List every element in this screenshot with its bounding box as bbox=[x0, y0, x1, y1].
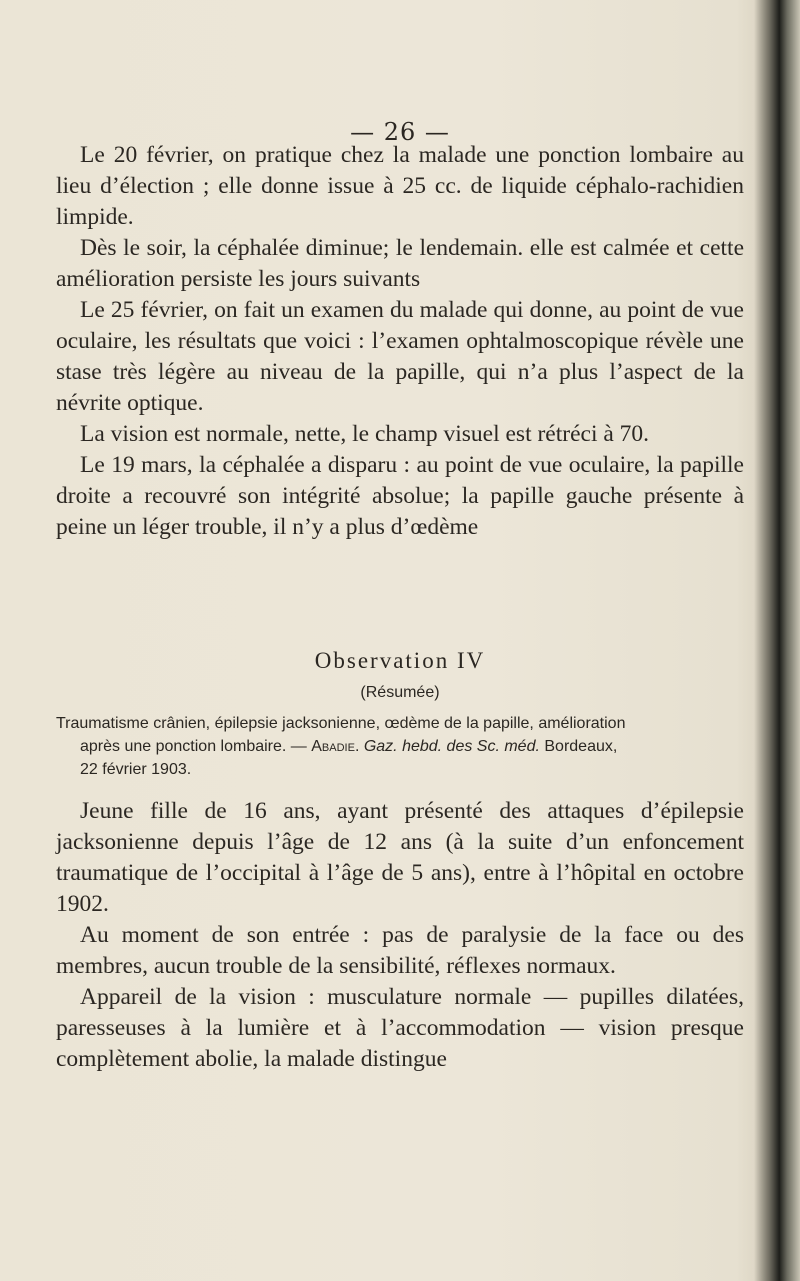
text-block-bottom bbox=[56, 796, 744, 1075]
summary-line: 22 février 1903. bbox=[80, 761, 192, 778]
summary-text: . bbox=[354, 738, 364, 755]
book-binding-edge bbox=[754, 0, 800, 1281]
paragraph: Le 25 février, on fait un examen du malade qui donne, au point de vue oculaire, les résultats que voici : l’examen ophtalmoscopique révèle une stase très légère au niveau de la papille, qui n’a plus l’aspect de la névrite optique. bbox=[56, 297, 744, 416]
paragraph: La vision est normale, nette, le champ visuel est rétréci à 70. bbox=[80, 421, 650, 447]
paragraph: Jeune fille de 16 ans, ayant présenté des attaques d’épilepsie jacksonienne depuis l’âge de 12 ans (à la suite d’un enfoncement traumatique de l’occipital à l’âge de 5 ans), entre à l’hôpital en octobre 1902. bbox=[56, 798, 744, 917]
paragraph: Appareil de la vision : musculature normale — pupilles dilatées, paresseuses à la lumière et à l’accommodation — vision presque complètement abolie, la malade distingue bbox=[56, 984, 744, 1072]
paragraph: Le 20 février, on pratique chez la malade une ponction lombaire au lieu d’élection ; elle donne issue à 25 cc. de liquide céphalo-rachidien limpide. bbox=[56, 142, 744, 230]
paragraph: Au moment de son entrée : pas de paralysie de la face ou des membres, aucun trouble de la sensibilité, réflexes normaux. bbox=[56, 922, 744, 979]
observation-title: Observation IV bbox=[314, 648, 486, 673]
paragraph: Dès le soir, la céphalée diminue; le lendemain. elle est calmée et cette amélioration persiste les jours suivants bbox=[56, 235, 744, 292]
summary-journal: Gaz. hebd. des Sc. méd. bbox=[363, 738, 540, 755]
summary-line: Traumatisme crânien, épilepsie jacksonienne, œdème de la papille, amélioration bbox=[56, 715, 626, 732]
page-number: — 26 — bbox=[350, 118, 450, 146]
observation-summary bbox=[56, 712, 744, 781]
observation-subtitle: (Résumée) bbox=[360, 684, 440, 701]
paragraph: Le 19 mars, la céphalée a disparu : au point de vue oculaire, la papille droite a recouvré son intégrité absolue; la papille gauche présente à peine un léger trouble, il n’y a plus d’œdème bbox=[56, 452, 744, 540]
summary-text: Bordeaux, bbox=[539, 738, 618, 755]
summary-author: Abadie bbox=[311, 738, 355, 755]
summary-text: après une ponction lombaire. — bbox=[80, 738, 312, 755]
summary-line bbox=[56, 735, 744, 758]
text-block-top bbox=[56, 140, 744, 543]
